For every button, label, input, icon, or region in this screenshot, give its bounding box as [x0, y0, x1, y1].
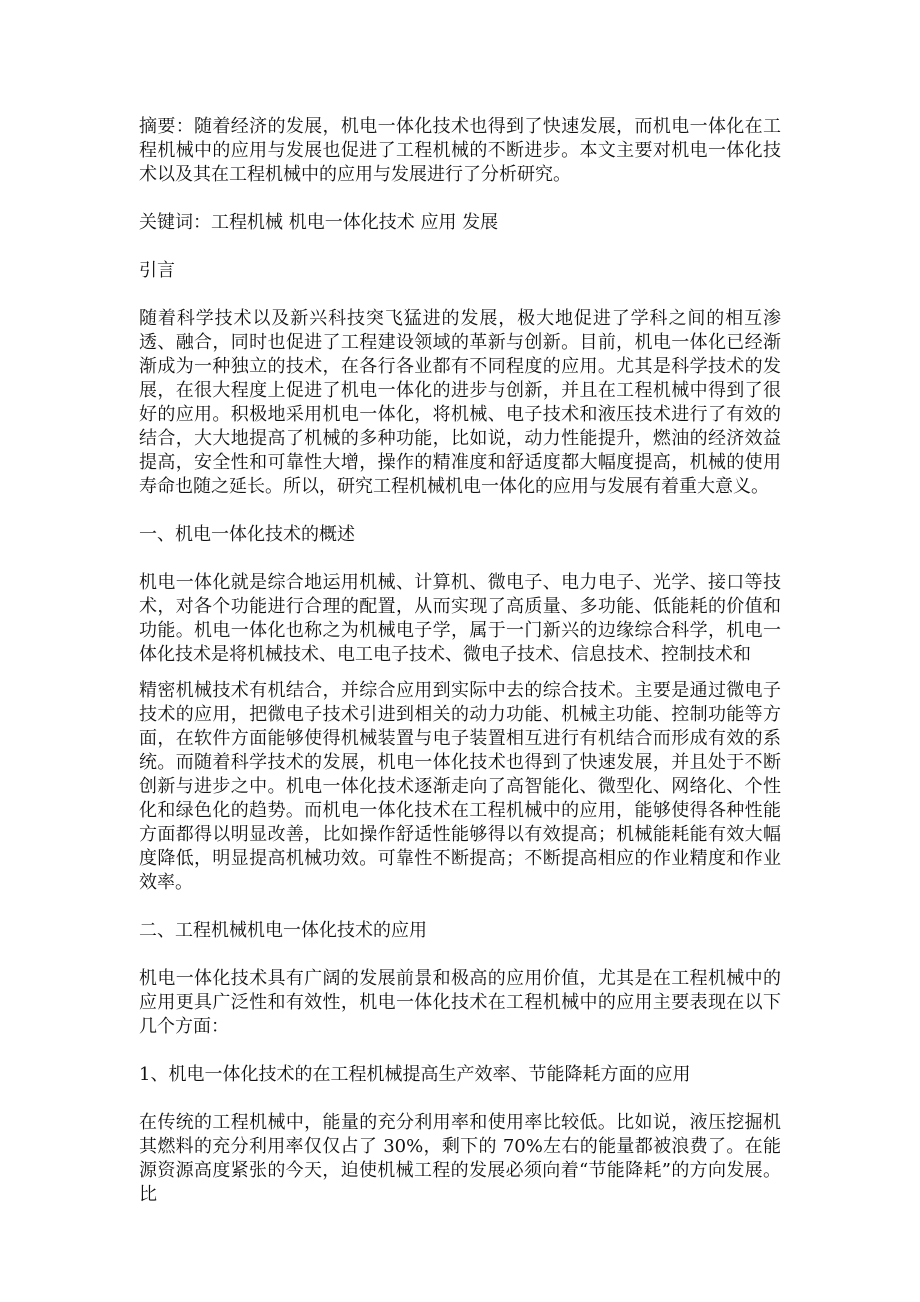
intro-heading: 引言	[139, 260, 175, 281]
keywords-line: 关键词：工程机械 机电一体化技术 应用 发展	[139, 212, 499, 233]
subsection-1-paragraph: 在传统的工程机械中，能量的充分利用率和使用率比较低。比如说，液压挖掘机其燃料的充分利用率仅仅占了 30%，剩下的 70%左右的能量都被浪费了。在能源资源高度紧张的今天，迫使机械工程的发展必须向着“节能降耗”的方向发展。比	[139, 1112, 781, 1205]
section-2-heading: 二、工程机械机电一体化技术的应用	[139, 920, 427, 941]
section-1-paragraph-part-1: 机电一体化就是综合地运用机械、计算机、微电子、电力电子、光学、接口等技术，对各个功能进行合理的配置，从而实现了高质量、多功能、低能耗的价值和功能。机电一体化也称之为机械电子学，属于一门新兴的边缘综合科学，机电一体化技术是将机械技术、电工电子技术、微电子技术、信息技术、控制技术和	[139, 572, 781, 665]
abstract-paragraph: 摘要：随着经济的发展，机电一体化技术也得到了快速发展，而机电一体化在工程机械中的应用与发展也促进了工程机械的不断进步。本文主要对机电一体化技术以及其在工程机械中的应用与发展进行了分析研究。	[139, 116, 781, 185]
document-body	[139, 115, 781, 1231]
subsection-1-heading: 1、机电一体化技术的在工程机械提高生产效率、节能降耗方面的应用	[139, 1064, 691, 1085]
section-2-paragraph: 机电一体化技术具有广阔的发展前景和极高的应用价值，尤其是在工程机械中的应用更具广泛性和有效性，机电一体化技术在工程机械中的应用主要表现在以下几个方面：	[139, 968, 781, 1037]
section-1-heading: 一、机电一体化技术的概述	[139, 524, 355, 545]
section-1-paragraph-part-2: 精密机械技术有机结合，并综合应用到实际中去的综合技术。主要是通过微电子技术的应用，把微电子技术引进到相关的动力功能、机械主功能、控制功能等方面，在软件方面能够使得机械装置与电子装置相互进行有机结合而形成有效的系统。而随着科学技术的发展，机电一体化技术也得到了快速发展，并且处于不断创新与进步之中。机电一体化技术逐渐走向了高智能化、微型化、网络化、个性化和绿色化的趋势。而机电一体化技术在工程机械中的应用，能够使得各种性能方面都得以明显改善，比如操作舒适性能够得以有效提高；机械能耗能有效大幅度降低，明显提高机械功效。可靠性不断提高；不断提高相应的作业精度和作业效率。	[139, 680, 781, 893]
intro-paragraph: 随着科学技术以及新兴科技突飞猛进的发展，极大地促进了学科之间的相互渗透、融合，同时也促进了工程建设领域的革新与创新。目前，机电一体化已经渐渐成为一种独立的技术，在各行各业都有不同程度的应用。尤其是科学技术的发展，在很大程度上促进了机电一体化的进步与创新，并且在工程机械中得到了很好的应用。积极地采用机电一体化，将机械、电子技术和液压技术进行了有效的结合，大大地提高了机械的多种功能，比如说，动力性能提升，燃油的经济效益提高，安全性和可靠性大增，操作的精准度和舒适度都大幅度提高，机械的使用寿命也随之延长。所以，研究工程机械机电一体化的应用与发展有着重大意义。	[139, 308, 781, 497]
